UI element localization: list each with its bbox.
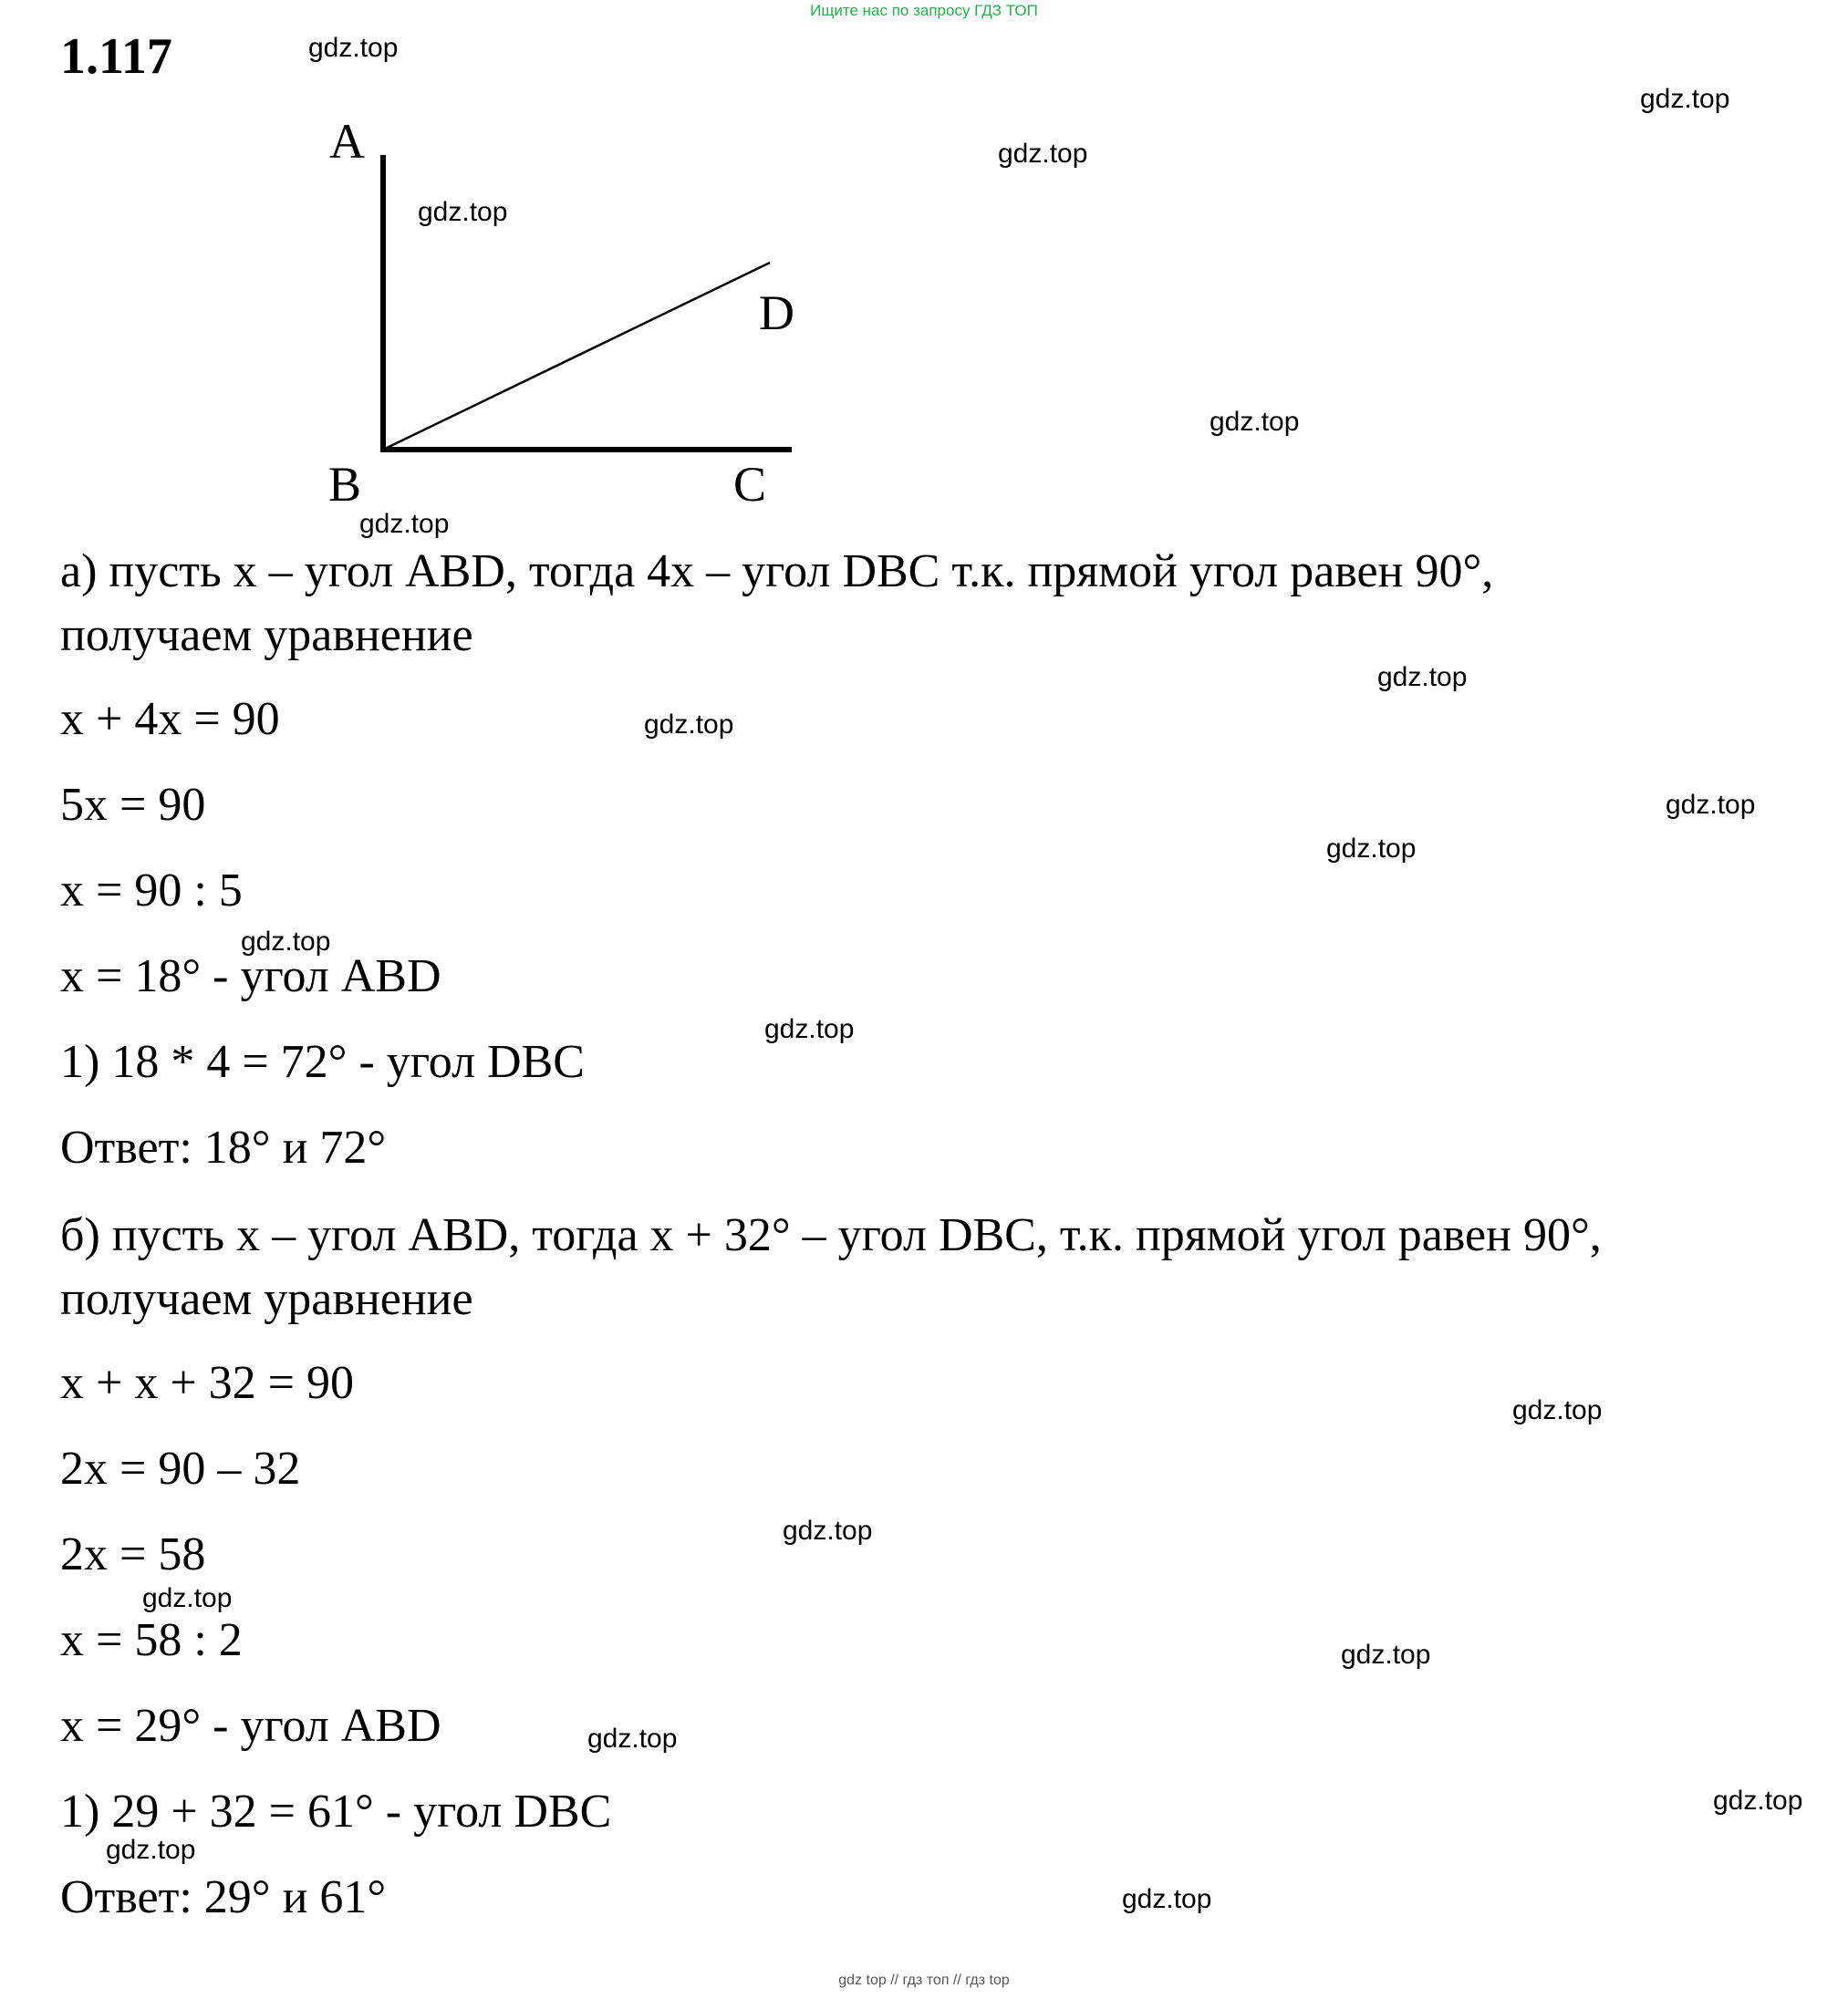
- point-b-label: B: [328, 457, 362, 512]
- watermark: gdz.top: [308, 33, 399, 63]
- part-b-step: x = 29° - угол ABD: [60, 1700, 441, 1752]
- part-b-step: 2x = 90 – 32: [60, 1443, 301, 1495]
- watermark: gdz.top: [1326, 834, 1417, 864]
- watermark: gdz.top: [764, 1014, 855, 1044]
- part-b-intro-line2: получаем уравнение: [60, 1273, 473, 1325]
- ray-bd: [383, 263, 770, 450]
- watermark: gdz.top: [1640, 84, 1730, 114]
- watermark: gdz.top: [1666, 790, 1756, 820]
- watermark: gdz.top: [106, 1835, 196, 1865]
- part-a-answer: Ответ: 18° и 72°: [60, 1122, 387, 1174]
- part-a-step: 1) 18 * 4 = 72° - угол DBC: [60, 1036, 585, 1088]
- part-b-step: 2x = 58: [60, 1528, 206, 1580]
- top-banner: Ищите нас по запросу ГДЗ ТОП: [810, 2, 1038, 19]
- watermark: gdz.top: [783, 1516, 873, 1546]
- point-a-label: A: [329, 114, 365, 169]
- part-a-step: x = 18° - угол ABD: [60, 950, 441, 1002]
- part-b-step: 1) 29 + 32 = 61° - угол DBC: [60, 1786, 612, 1838]
- part-a-intro-line1: а) пусть x – угол ABD, тогда 4x – угол DBC т.к. прямой угол равен 90°,: [60, 545, 1494, 597]
- watermark: gdz.top: [1210, 407, 1300, 437]
- part-b-step: x = 58 : 2: [60, 1614, 243, 1666]
- watermark: gdz.top: [1122, 1884, 1212, 1914]
- point-c-label: C: [733, 457, 767, 512]
- part-b-intro-line1: б) пусть x – угол ABD, тогда x + 32° – угол DBC, т.к. прямой угол равен 90°,: [60, 1209, 1602, 1261]
- part-a-intro-line2: получаем уравнение: [60, 609, 473, 661]
- watermark: gdz.top: [1512, 1395, 1603, 1425]
- watermark: gdz.top: [241, 927, 331, 957]
- watermark: gdz.top: [142, 1583, 233, 1613]
- point-d-label: D: [759, 285, 794, 340]
- part-a-step: x + 4x = 90: [60, 693, 280, 745]
- part-b-step: x + x + 32 = 90: [60, 1357, 354, 1409]
- footer: gdz top // гдз топ // гдз top: [838, 1973, 1010, 1988]
- watermark: gdz.top: [359, 509, 450, 539]
- watermark: gdz.top: [1713, 1786, 1803, 1816]
- watermark: gdz.top: [644, 709, 734, 740]
- watermark: gdz.top: [418, 197, 508, 227]
- watermark: gdz.top: [587, 1724, 678, 1754]
- watermark: gdz.top: [1377, 662, 1468, 692]
- watermark: gdz.top: [998, 139, 1088, 169]
- part-a-step: x = 90 : 5: [60, 865, 243, 917]
- problem-number: 1.117: [60, 28, 172, 85]
- watermark: gdz.top: [1341, 1640, 1431, 1670]
- part-a-step: 5x = 90: [60, 779, 206, 831]
- part-b-answer: Ответ: 29° и 61°: [60, 1871, 387, 1923]
